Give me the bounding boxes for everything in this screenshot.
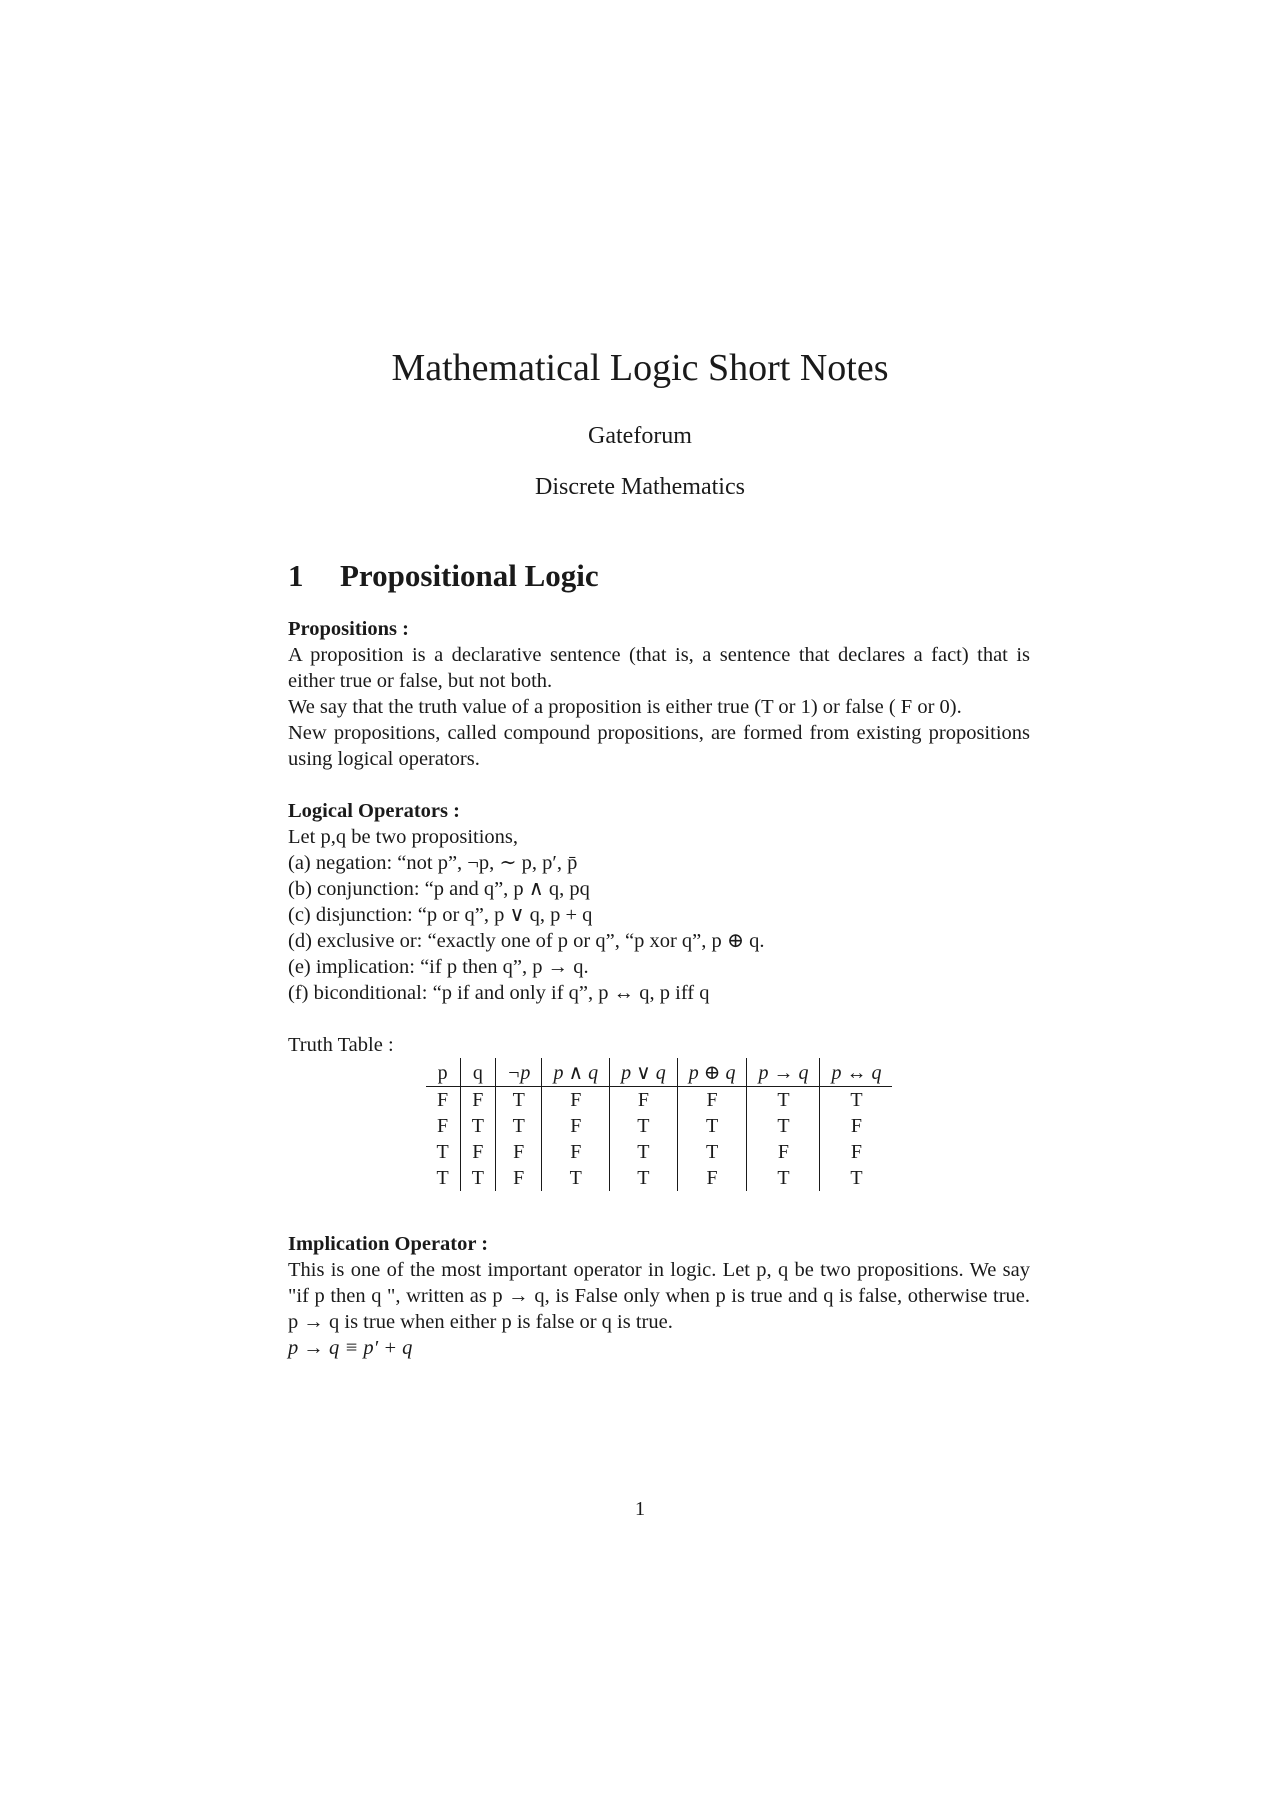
truth-table-header-cell: p (426, 1058, 461, 1087)
truth-table-cell: T (610, 1139, 678, 1165)
truth-table-cell: F (677, 1087, 747, 1114)
truth-table-cell: F (542, 1087, 610, 1114)
truth-table-cell: T (495, 1087, 542, 1114)
logical-operators-block (288, 798, 1030, 1006)
operator-item-negation: (a) negation: “not p”, ¬p, ∼ p, p′, p̄ (288, 852, 578, 874)
truth-table-cell: T (436, 1141, 449, 1163)
truth-table-row (426, 1139, 893, 1165)
operator-item-implication: (e) implication: “if p then q”, p → q. (288, 956, 589, 978)
truth-table-cell: T (820, 1165, 893, 1191)
truth-table-cell: F (542, 1113, 610, 1139)
truth-table-cell: T (610, 1113, 678, 1139)
truth-table-header-cell: ¬p (495, 1058, 542, 1087)
truth-table-cell: T (610, 1165, 678, 1191)
propositions-line-1: A proposition is a declarative sentence (that is, a sentence that declares a fact) that is either true or false, but not both. (288, 644, 1030, 692)
propositions-line-2: We say that the truth value of a proposition is either true (T or 1) or false ( F or 0). (288, 696, 962, 718)
document-body (288, 556, 1030, 1387)
section-number: 1 (288, 558, 304, 593)
truth-table-row (426, 1113, 893, 1139)
truth-table-header-cell: p ↔ q (820, 1058, 893, 1087)
operator-item-exclusive-or: (d) exclusive or: “exactly one of p or q”, “p xor q”, p ⊕ q. (288, 930, 765, 952)
truth-table-cell: T (436, 1167, 449, 1189)
operator-item-conjunction: (b) conjunction: “p and q”, p ∧ q, pq (288, 878, 590, 900)
implication-heading: Implication Operator : (288, 1233, 489, 1255)
truth-table-cell: F (610, 1087, 678, 1114)
section-title: Propositional Logic (340, 558, 599, 593)
truth-table-container (288, 1058, 1030, 1191)
propositions-line-3: New propositions, called compound propositions, are formed from existing propositions using logical operators. (288, 722, 1030, 770)
truth-table (426, 1058, 893, 1191)
truth-table-cell: F (437, 1115, 449, 1137)
truth-table-cell: T (460, 1165, 495, 1191)
truth-table-cell: T (747, 1165, 820, 1191)
truth-table-cell: T (747, 1087, 820, 1114)
document-author: Gateforum (588, 423, 692, 449)
logical-operators-heading: Logical Operators : (288, 800, 460, 822)
truth-table-header-cell: p ⊕ q (677, 1058, 747, 1087)
truth-table-row (426, 1165, 893, 1191)
truth-table-cell: F (820, 1113, 893, 1139)
truth-table-cell: F (495, 1165, 542, 1191)
implication-formula: p → q ≡ p′ + q (288, 1337, 413, 1359)
truth-table-row (426, 1087, 893, 1114)
document-title: Mathematical Logic Short Notes (391, 347, 889, 389)
section-heading (288, 556, 1030, 596)
truth-table-cell: T (495, 1113, 542, 1139)
truth-table-cell: T (677, 1113, 747, 1139)
truth-table-cell: T (542, 1165, 610, 1191)
truth-table-cell: T (747, 1113, 820, 1139)
truth-table-cell: F (460, 1139, 495, 1165)
truth-table-cell: T (820, 1087, 893, 1114)
truth-table-header-cell: q (460, 1058, 495, 1087)
truth-table-header-cell: p ∧ q (542, 1058, 610, 1087)
truth-table-cell: T (677, 1139, 747, 1165)
document-subject: Discrete Mathematics (535, 474, 745, 500)
truth-table-cell: F (437, 1089, 449, 1111)
logical-operators-intro: Let p,q be two propositions, (288, 826, 519, 848)
operator-item-biconditional: (f) biconditional: “p if and only if q”, p ↔ q, p iff q (288, 982, 710, 1004)
truth-table-caption: Truth Table : (288, 1034, 394, 1056)
truth-table-cell: F (747, 1139, 820, 1165)
truth-table-header-cell: p → q (747, 1058, 820, 1087)
truth-table-cell: F (542, 1139, 610, 1165)
page-number: 1 (634, 1498, 646, 1520)
implication-block (288, 1231, 1030, 1361)
truth-table-cell: T (460, 1113, 495, 1139)
truth-table-cell: F (820, 1139, 893, 1165)
truth-table-cell: F (677, 1165, 747, 1191)
truth-table-cell: F (460, 1087, 495, 1114)
propositions-block (288, 616, 1030, 772)
truth-table-header-row (426, 1058, 893, 1087)
implication-paragraph: This is one of the most important operator in logic. Let p, q be two propositions. We say "if p then q ", written as p → q, is False only when p is true and q is false, otherwise true. p → q is true when either p is false or q is true. (288, 1259, 1030, 1333)
propositions-heading: Propositions : (288, 618, 409, 640)
operator-item-disjunction: (c) disjunction: “p or q”, p ∨ q, p + q (288, 904, 593, 926)
truth-table-cell: F (495, 1139, 542, 1165)
truth-table-header-cell: p ∨ q (610, 1058, 678, 1087)
